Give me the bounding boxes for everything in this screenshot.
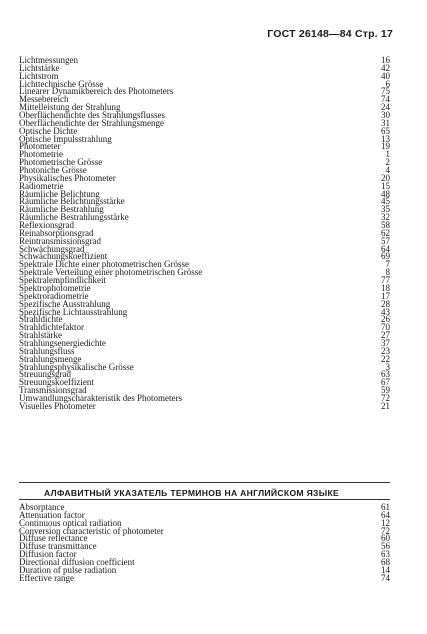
term-text: Optische Dichte [19,125,78,136]
term-number: 42 [381,62,390,73]
term-number: 43 [381,306,390,317]
term-text: Lichttechnische Grösse [19,78,104,89]
page-header: ГОСТ 26148—84 Стр. 17 [267,28,393,40]
term-text: Oberflächendichte des Strahlungsflusses [19,110,165,121]
term-number: 6 [385,78,390,89]
divider [19,482,390,483]
term-text: Directional diffusion coefficient [19,557,135,568]
term-text: Radiometrie [19,180,64,191]
term-text: Umwandlungscharakteristik des Photometers [19,392,182,403]
index-entry [19,172,390,183]
term-number: 3 [385,361,390,372]
term-text: Diffuse transmittance [19,541,97,552]
term-text: Spezifische Lichtausstrahlung [19,306,128,317]
index-entry [19,214,390,222]
term-text: Photoniche Grösse [19,165,87,176]
index-entry [19,133,390,144]
term-text: Strahlungsmenge [19,353,82,364]
term-number: 74 [381,94,390,105]
term-text: Strahldichte [19,314,63,325]
term-number: 19 [381,141,390,152]
term-text: Continuous optical radiation [19,517,122,528]
term-text: Reinabsorptionsgrad [19,227,94,238]
term-number: 57 [381,235,390,246]
term-number: 74 [381,572,390,583]
term-text: Räumliche Bestrahlung [19,204,104,215]
term-text: Lichtstärke [19,62,60,73]
index-entry [19,564,390,575]
term-number: 61 [381,502,390,512]
index-entry [19,143,390,151]
term-number: 72 [381,392,390,403]
term-number: 64 [381,509,390,520]
term-text: Spezifische Ausstrahlung [19,298,111,309]
term-text: Diffusion factor [19,549,77,560]
index-entry [19,88,390,96]
term-number: 30 [381,110,390,121]
term-text: Absorptance [19,502,65,512]
term-text: Schwächungskoeffizient [19,251,108,262]
term-text: Optische Impulsstrahlung [19,133,112,144]
term-number: 24 [381,102,390,113]
term-number: 65 [381,125,390,136]
term-text: Photometrie [19,149,63,160]
term-text: Streuungsgrad [19,369,71,380]
index-entry [19,572,390,583]
term-number: 18 [381,282,390,293]
term-number: 56 [381,541,390,552]
term-text: Räumliche Belichtung [19,188,100,199]
term-number: 67 [381,377,390,388]
index-entry [19,62,390,73]
index-entry [19,306,390,317]
term-text: Messebereich [19,94,69,105]
term-text: Photometer [19,141,61,152]
term-text: Reflexionsgrad [19,220,74,231]
term-text: Räumliche Belichtungsstärke [19,196,125,207]
index-entry [19,324,390,332]
term-text: Streuungskoeffizient [19,377,94,388]
term-number: 27 [381,330,390,341]
term-text: Mittelleistung der Strahlung [19,102,121,113]
term-number: 2 [385,157,390,168]
term-text: Schwächungsgrad [19,243,85,254]
term-text: Lichtmessungen [19,55,78,65]
term-number: 20 [381,172,390,183]
english-term-index [19,504,390,583]
term-number: 16 [381,55,390,65]
term-number: 63 [381,549,390,560]
term-number: 35 [381,204,390,215]
term-text: Strahldichtefaktor [19,322,84,333]
term-number: 8 [385,267,390,278]
term-text: Spektrale Dichte einer photometrischen Grösse [19,259,189,270]
term-number: 12 [381,517,390,528]
term-number: 7 [385,259,390,270]
term-text: Spektrale Verteilung einer photometrischen Grösse [19,267,203,278]
term-number: 59 [381,385,390,396]
term-text: Visuelles Photometer [19,400,96,411]
german-term-index [19,57,390,411]
term-number: 13 [381,133,390,144]
term-text: Spektrophotometrie [19,282,91,293]
term-number: 58 [381,220,390,231]
term-number: 37 [381,337,390,348]
term-text: Attenuation factor [19,509,85,520]
index-entry [19,400,390,411]
term-number: 64 [381,243,390,254]
divider [19,499,390,500]
term-number: 28 [381,298,390,309]
term-number: 17 [381,290,390,301]
term-number: 4 [385,165,390,176]
term-number: 14 [381,564,390,575]
term-text: Strahlungsenergiedichte [19,337,106,348]
term-number: 31 [381,117,390,128]
term-number: 32 [381,212,390,223]
term-text: Räumliche Bestrahlungsstärke [19,212,129,223]
term-text: Effective range [19,572,75,583]
index-entry [19,57,390,65]
term-number: 23 [381,345,390,356]
term-number: 40 [381,70,390,81]
term-number: 75 [381,86,390,97]
section-title: АЛФАВИТНЫЙ УКАЗАТЕЛЬ ТЕРМИНОВ НА АНГЛИЙСКОМ ЯЗЫКЕ [44,488,340,498]
term-number: 72 [381,525,390,536]
term-number: 62 [381,227,390,238]
term-text: Strahlstärke [19,330,62,341]
term-text: Duration of pulse radiation [19,564,117,575]
term-number: 70 [381,322,390,333]
term-number: 68 [381,557,390,568]
term-number: 63 [381,369,390,380]
term-number: 60 [381,533,390,544]
term-number: 77 [381,275,390,286]
term-number: 48 [381,188,390,199]
term-text: Conversion characteristic of photometer [19,525,164,536]
term-number: 45 [381,196,390,207]
term-text: Linearer Dynamikbereich des Photometers [19,86,174,97]
term-text: Photometrische Grösse [19,157,103,168]
term-text: Oberflächendichte der Strahlungsmenge [19,117,164,128]
term-text: Spektralempfindlichkeit [19,275,106,286]
term-text: Strahlungsfluss [19,345,75,356]
term-text: Physikalisches Photometer [19,172,116,183]
term-text: Transmissionsgrad [19,385,87,396]
term-text: Reintransmissionsgrad [19,235,101,246]
term-number: 15 [381,180,390,191]
term-text: Diffuse reflectance [19,533,88,544]
term-number: 1 [385,149,390,160]
term-number: 21 [381,400,390,411]
term-number: 69 [381,251,390,262]
term-text: Strahlungsphysikalische Grösse [19,361,134,372]
term-number: 26 [381,314,390,325]
term-text: Spektroradiometrie [19,290,89,301]
term-text: Lichtstrom [19,70,59,81]
term-number: 22 [381,353,390,364]
index-entry [19,361,390,372]
